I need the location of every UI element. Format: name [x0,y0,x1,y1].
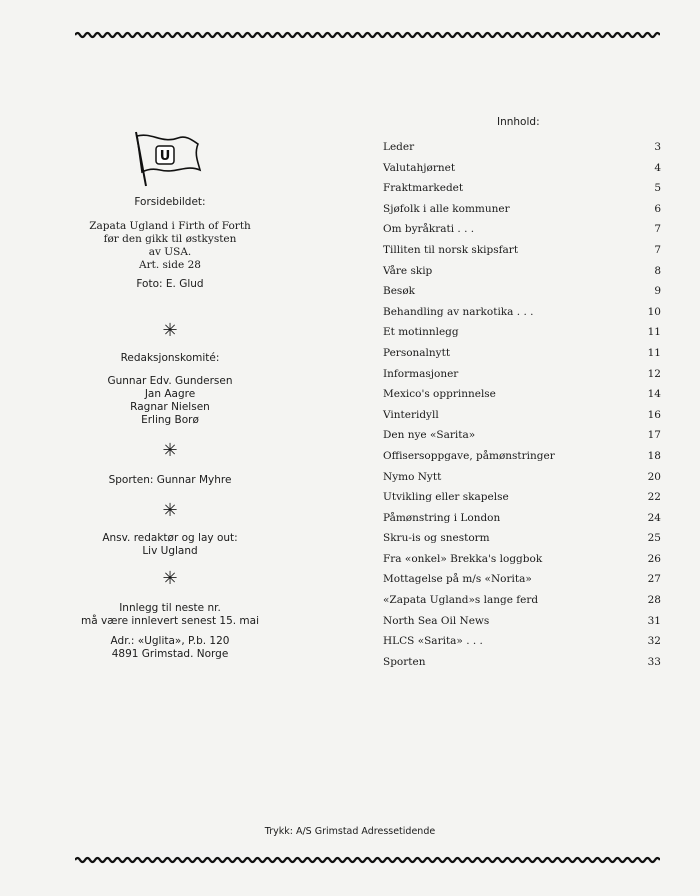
toc-page-number: 11 [647,326,661,339]
toc-row[interactable] [383,511,661,532]
toc-title: Påmønstring i London [383,511,501,524]
cover-photo-info [70,196,270,209]
cover-line: Art. side 28 [139,259,201,271]
editorial-member: Gunnar Edv. Gundersen [107,375,233,387]
toc-row[interactable] [383,264,661,285]
cover-line: Zapata Ugland i Firth of Forth [89,220,251,232]
toc-title: Personalnytt [383,346,451,359]
top-ornamental-border [75,31,660,39]
toc-page-number: 14 [647,388,661,401]
toc-row[interactable] [383,222,661,243]
toc-page-number: 7 [654,223,661,236]
toc-page-number: 6 [654,202,661,215]
cover-line: av USA. [148,246,192,258]
toc-title: Våre skip [383,264,433,277]
toc-row[interactable] [383,490,661,511]
toc-row[interactable] [383,552,661,573]
toc-title: Tilliten til norsk skipsfart [383,243,519,256]
toc-row[interactable] [383,655,661,676]
toc-row[interactable] [383,202,661,223]
toc-row[interactable] [383,614,661,635]
flag-logo [132,130,204,188]
toc-heading: Innhold: [497,116,540,128]
toc-row[interactable] [383,367,661,388]
divider-star-icon: ✳ [162,440,178,461]
toc-row[interactable] [383,284,661,305]
toc-row[interactable] [383,531,661,552]
toc-row[interactable] [383,181,661,202]
toc-page-number: 10 [647,305,661,318]
editorial-committee [70,352,270,427]
toc-row[interactable] [383,161,661,182]
toc-page-number: 27 [647,573,661,586]
toc-title: Sjøfolk i alle kommuner [383,202,510,215]
toc-page-number: 33 [647,655,661,668]
toc-title: Leder [383,141,415,153]
toc-row[interactable] [383,408,661,429]
toc-title: Sporten [383,655,426,668]
divider-star-icon: ✳ [162,568,178,589]
toc-page-number: 12 [647,367,661,380]
toc-title: Nymo Nytt [383,470,442,483]
toc-row[interactable] [383,593,661,614]
toc-page-number: 9 [654,285,661,298]
toc-row[interactable] [383,449,661,470]
toc-page-number: 25 [647,532,661,545]
toc-page-number: 28 [647,594,661,607]
deadline-line: Innlegg til neste nr. [119,602,221,614]
toc-title: Den nye «Sarita» [383,429,476,442]
divider-star-icon: ✳ [162,500,178,521]
toc-page-number: 18 [647,449,661,462]
toc-page-number: 4 [654,161,661,174]
toc-title: HLCS «Sarita» . . . [383,635,483,648]
toc-title: Vinteridyll [383,408,439,421]
address-line: 4891 Grimstad. Norge [111,648,229,660]
editorial-member: Erling Borø [141,414,199,426]
toc-row[interactable] [383,243,661,264]
toc-page-number: 20 [647,470,661,483]
editor-line: Liv Ugland [142,545,198,557]
toc-title: Utvikling eller skapelse [383,491,509,504]
address-line: Adr.: «Uglita», P.b. 120 [110,635,230,647]
toc-row[interactable] [383,572,661,593]
cover-line: før den gikk til østkysten [103,233,237,245]
toc-title: Fraktmarkedet [383,182,464,195]
photo-credit: Foto: E. Glud [136,278,204,290]
svg-text:U: U [159,149,171,164]
toc-title: Mexico's opprinnelse [383,388,496,401]
toc-title: Skru-is og snestorm [383,532,490,545]
toc-title: Fra «onkel» Brekka's loggbok [383,552,543,565]
toc-row[interactable] [383,634,661,655]
toc-page-number: 17 [647,429,661,442]
toc-title: Et motinnlegg [383,326,459,339]
deadline-line: må være innlevert senest 15. mai [80,615,260,627]
cover-heading: Forsidebildet: [134,196,206,208]
toc-page-number: 32 [647,635,661,648]
toc-page-number: 3 [654,141,661,153]
toc-page-number: 31 [647,614,661,627]
printer-credit: Trykk: A/S Grimstad Adressetidende [264,826,436,837]
editor-line: Ansv. redaktør og lay out: [102,532,238,544]
toc-row[interactable] [383,428,661,449]
toc-title: Informasjoner [383,367,459,380]
toc-title: Mottagelse på m/s «Norita» [383,573,532,586]
toc-row[interactable] [383,346,661,367]
table-of-contents [383,140,661,675]
sports-credit: Sporten: Gunnar Myhre [108,474,232,486]
toc-page-number: 11 [647,346,661,359]
toc-page-number: 5 [654,182,661,195]
toc-title: Om byråkrati . . . [383,223,475,236]
toc-row[interactable] [383,470,661,491]
editorial-member: Jan Aagre [144,388,196,400]
divider-star-icon: ✳ [162,320,178,341]
toc-page-number: 24 [647,511,661,524]
toc-title: Besøk [383,285,416,298]
toc-row[interactable] [383,140,661,161]
toc-page-number: 22 [647,491,661,504]
toc-row[interactable] [383,387,661,408]
toc-page-number: 26 [647,552,661,565]
toc-title: North Sea Oil News [383,614,490,627]
responsible-editor [70,532,270,558]
toc-page-number: 8 [654,264,661,277]
cover-description [70,220,270,291]
toc-title: «Zapata Ugland»s lange ferd [383,594,539,607]
editorial-heading: Redaksjonskomité: [120,352,220,364]
toc-title: Offisersoppgave, påmønstringer [383,449,555,462]
toc-row[interactable] [383,325,661,346]
toc-row[interactable] [383,305,661,326]
toc-page-number: 7 [654,243,661,256]
toc-page-number: 16 [647,408,661,421]
editorial-member: Ragnar Nielsen [130,401,210,413]
submission-deadline [70,602,270,661]
sports-editor [70,474,270,487]
toc-title: Valutahjørnet [383,161,456,174]
bottom-ornamental-border [75,856,660,864]
toc-title: Behandling av narkotika . . . [383,305,534,318]
